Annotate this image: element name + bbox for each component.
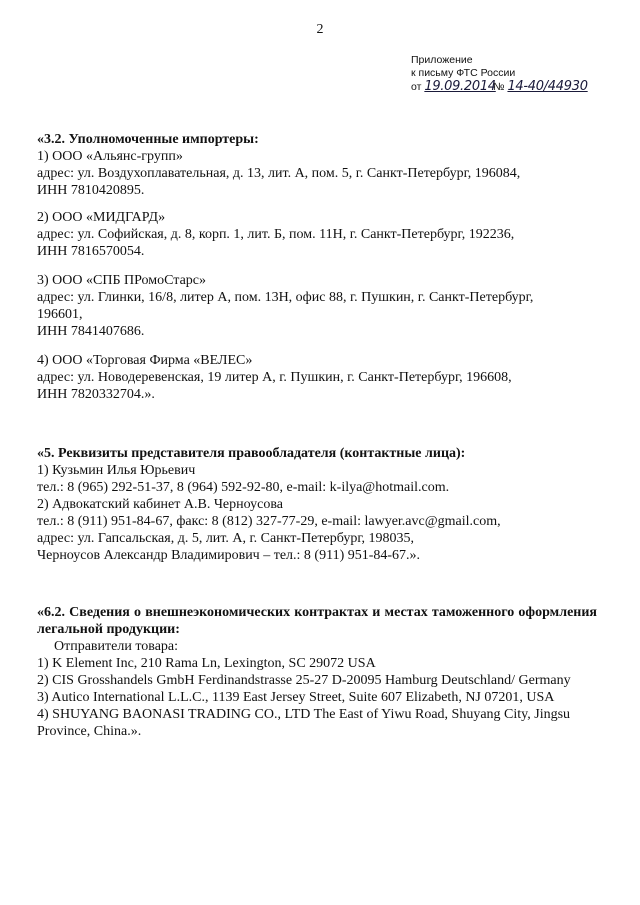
section-heading: «3.2. Уполномоченные импортеры: (37, 132, 259, 147)
importer-inn: ИНН 7820332704.». (37, 387, 155, 402)
handwritten-date: 19.09.2014 (424, 79, 496, 94)
importer-item (37, 148, 597, 199)
contact-line: тел.: 8 (965) 292-51-37, 8 (964) 592-92-80, e-mail: k-ilya@hotmail.com. (37, 480, 450, 495)
section-rightholder-contacts (37, 445, 597, 564)
contact-line: тел.: 8 (911) 951-84-67, факс: 8 (812) 327-77-29, e-mail: lawyer.avc@gmail.com, (37, 514, 501, 529)
appendix-letter-ref: к письму ФТС России (411, 67, 516, 79)
importer-name: 3) ООО «СПБ ПРомоСтарс» (37, 273, 206, 288)
importer-inn: ИНН 7810420895. (37, 183, 145, 198)
section-heading: «5. Реквизиты представителя правообладателя (контактные лица): (37, 446, 466, 461)
importer-item (37, 209, 597, 260)
sender-item: 3) Autico International L.L.C., 1139 East Jersey Street, Suite 607 Elizabeth, NJ 07201, USA (37, 690, 555, 705)
handwritten-number: 14-40/44930 (507, 79, 588, 94)
sender-item: 2) CIS Grosshandels GmbH Ferdinandstrasse 25-27 D-20095 Hamburg Deutschland/ Germany (37, 673, 571, 688)
contact-line: адрес: ул. Гапсальская, д. 5, лит. А, г. Санкт-Петербург, 198035, (37, 531, 414, 546)
importer-name: 4) ООО «Торговая Фирма «ВЕЛЕС» (37, 353, 253, 368)
importer-item (37, 352, 597, 403)
sender-item: 4) SHUYANG BAONASI TRADING CO., LTD The East of Yiwu Road, Shuyang City, Jingsu Province, China.». (37, 707, 571, 739)
importer-address-line: адрес: ул. Глинки, 16/8, литер А, пом. 13Н, офис 88, г. Пушкин, г. Санкт-Петербург, (37, 290, 534, 305)
importer-address-line: 196601, (37, 307, 83, 322)
page-number: 2 (316, 22, 324, 37)
senders-label: Отправители товара: (54, 639, 179, 654)
contact-line: 2) Адвокатский кабинет А.В. Черноусова (37, 497, 283, 512)
section-authorized-importers (37, 131, 597, 403)
appendix-block (411, 54, 611, 94)
section-heading: «6.2. Сведения о внешнеэкономических контрактах и местах таможенного оформления легальной продукции: (37, 605, 597, 637)
number-prefix: № (493, 81, 505, 93)
sender-item: 1) K Element Inc, 210 Rama Ln, Lexington, SC 29072 USA (37, 656, 376, 671)
appendix-title: Приложение (411, 54, 473, 66)
date-prefix: от (411, 81, 422, 93)
importer-address-line: адрес: ул. Софийская, д. 8, корп. 1, лит. Б, пом. 11Н, г. Санкт-Петербург, 192236, (37, 227, 515, 242)
importer-name: 1) ООО «Альянс-групп» (37, 149, 183, 164)
contact-line: Черноусов Александр Владимирович – тел.: 8 (911) 951-84-67.». (37, 548, 421, 563)
importer-address-line: адрес: ул. Воздухоплавательная, д. 13, лит. А, пом. 5, г. Санкт-Петербург, 196084, (37, 166, 521, 181)
importer-inn: ИНН 7816570054. (37, 244, 145, 259)
importer-address-line: адрес: ул. Новодеревенская, 19 литер А, г. Пушкин, г. Санкт-Петербург, 196608, (37, 370, 512, 385)
importer-inn: ИНН 7841407686. (37, 324, 145, 339)
section-contracts (37, 604, 597, 740)
importer-item (37, 272, 597, 340)
importer-name: 2) ООО «МИДГАРД» (37, 210, 166, 225)
appendix-date-number-line (411, 80, 611, 94)
contact-line: 1) Кузьмин Илья Юрьевич (37, 463, 196, 478)
